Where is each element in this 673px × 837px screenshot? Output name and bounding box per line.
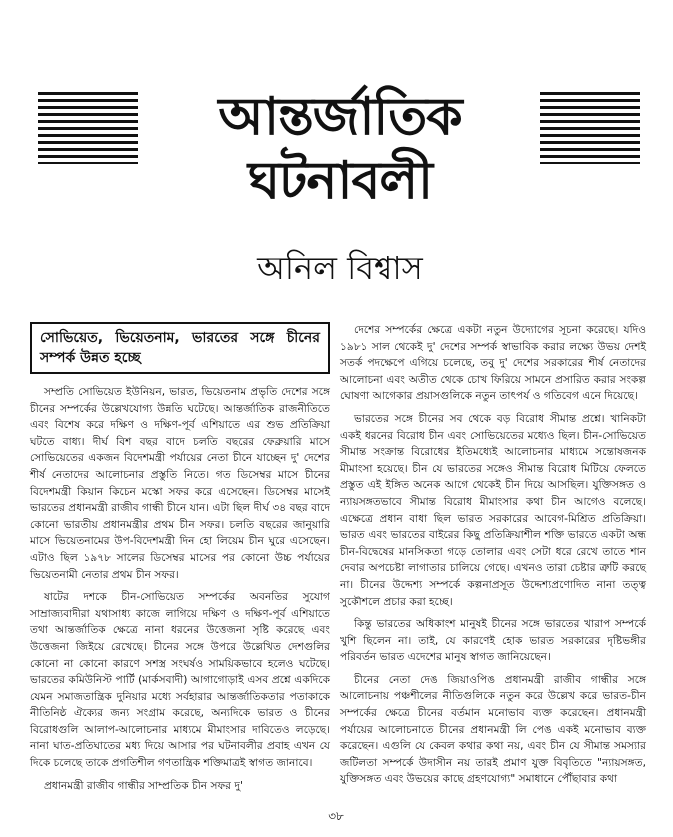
paragraph: দেশের সম্পর্কের ক্ষেত্রে একটা নতুন উদ্যোগের সূচনা করেছে। যদিও ১৯৮১ সাল থেকেই দু' দেশের সম্পর্ক স্বাভাবিক করার লক্ষ্যে উভয় দেশই সতর্ক পদক্ষেপে এগিয়ে চলেছে, তবু দু' দেশের সরকারের শীর্ষ নেতাদের আলোচনা এবং অতীত থেকে চোখ ফিরিয়ে সামনে প্রসারিত করার সংকল্প ঘোষণা আগেকার প্রয়াসগুলিকে নতুন তাৎপর্য ও গতিবেগ এনে দিয়েছে। <box>340 324 646 403</box>
author-name: অনিল বিশ্বাস <box>257 249 423 287</box>
decorative-hatch-right <box>540 92 640 164</box>
article-headline: সোভিয়েত, ভিয়েতনাম, ভারতের সঙ্গে চীনের সম্পর্ক উন্নত হচ্ছে <box>30 322 330 374</box>
page-title <box>150 85 530 213</box>
page-number: ৩৮ <box>328 809 344 823</box>
paragraph: ভারতের সঙ্গে চীনের সব থেকে বড় বিরোধ সীমান্ত প্রশ্নে। খানিকটা একই ধরনের বিরোধ চীন এবং সোভিয়েতের মধ্যেও ছিল। চীন-সোভিয়েত সীমান্ত সংক্রান্ত বিরোধের ইতিমধ্যেই আলোচনার মাধ্যমে সন্তোষজনক মীমাংসা হয়েছে। চীন যে ভারতের সঙ্গেও সীমান্ত বিরোধ মিটিয়ে ফেলতে প্রস্তুত এই ইঙ্গিত অনেক আগে থেকেই চীন দিয়ে আসছিল। যুক্তিসঙ্গত ও ন্যায়সঙ্গতভাবে সীমান্ত বিরোধ মীমাংসার কথা চীন আগেও বলেছে। এক্ষেত্রে প্রধান বাধা ছিল ভারত সরকারের আবেগ-মিশ্রিত প্রতিক্রিয়া। ভারত এবং ভারতের বাইরের কিছু প্রতিক্রিয়াশীল শক্তি ভারতে একটা অন্ধ চীন-বিদ্বেষের মানসিকতা গড়ে তোলার এবং সেটা ধরে রেখে তাতে শান দেবার অপচেষ্টা লাগাতার চালিয়ে গেছে। এখনও তারা চেষ্টার ত্রুটি করছে না। চীনের উদ্দেশ্য সম্পর্কে কল্পনাপ্রসূত উদ্দেশ্যপ্রণোদিত নানা তত্ত্ব সুকৌশলে প্রচার করা হচ্ছে। <box>340 412 646 608</box>
paragraph: প্রধানমন্ত্রী রাজীব গান্ধীর সাম্প্রতিক চীন সফর দু' <box>44 779 243 792</box>
paragraph: সম্প্রতি সোভিয়েত ইউনিয়ন, ভারত, ভিয়েতনাম প্রভৃতি দেশের সঙ্গে চীনের সম্পর্কের উল্লেখযোগ্য উন্নতি ঘটেছে। আন্তর্জাতিক রাজনীতিতে এবং বিশেষ করে দক্ষিণ ও দক্ষিণ-পূর্ব এশিয়াতে এর শুভ প্রতিক্রিয়া ঘটতে বাধ্য। দীর্ঘ বিশ বছর বাদে চলতি বছরের ফেব্রুয়ারি মাসে সোভিয়েতের একজন বিদেশমন্ত্রী পর্যায়ের নেতা চীনে যাচ্ছেন দু' দেশের শীর্ষ নেতাদের আলোচনার প্রস্তুতি নিতে। গত ডিসেম্বর মাসে চীনের বিদেশমন্ত্রী কিয়ান কিচেন মস্কো সফর করে এসেছেন। ডিসেম্বর মাসেই ভারতের প্রধানমন্ত্রী রাজীব গান্ধী চীনে যান। এটা ছিল দীর্ঘ ৩৪ বছর বাদে কোনো ভারতীয় প্রধানমন্ত্রীর প্রথম চীন সফর। চলতি বছরের জানুয়ারি মাসে ভিয়েতনামের উপ-বিদেশমন্ত্রী দিন হো লিয়েম চীন ঘুরে এসেছেন। এটাও ছিল ১৯৭৮ সালের ডিসেম্বর মাসের পর কোনো উচ্চ পর্যায়ের ভিয়েতনামী নেতার প্রথম চীন সফর। <box>30 386 330 581</box>
paragraph: ষাটের দশকে চীন-সোভিয়েত সম্পর্কের অবনতির সুযোগ সাম্রাজ্যবাদীরা যথাসাধ্য কাজে লাগিয়ে দক্ষিণ ও দক্ষিণ-পূর্ব এশিয়াতে তথা আন্তর্জাতিক ক্ষেত্রে নানা ধরনের উত্তেজনা সৃষ্টি করেছে এবং উত্তেজনা জিইয়ে রেখেছে। চীনের সঙ্গে উপরে উল্লেখিত দেশগুলির কোনো না কোনো কারণে সশস্ত্র সংঘর্ষও সাময়িকভাবে হলেও ঘটেছে। ভারতের কমিউনিস্ট পার্টি (মার্কসবাদী) আগাগোড়াই এসব প্রশ্নে একদিকে যেমন সমাজতান্ত্রিক দুনিয়ার মধ্যে সর্বহারার আন্তর্জাতিকতার পতাকাকে নীতিনিষ্ঠ ঐক্যের জন্য সংগ্রাম করেছে, অন্যদিকে ভারত ও চীনের বিরোধগুলি আলাপ-আলোচনার মাধ্যমে মীমাংসার দাবিতেও লড়েছে। নানা ঘাত-প্রতিঘাতের মধ্য দিয়ে আসার পর ঘটনাবলীর প্রবাহ এখন যে দিকে চলেছে তাকে প্রগতিশীল গণতান্ত্রিক শক্তিমাত্রই স্বাগত জানাবে। <box>30 591 330 770</box>
decorative-hatch-left <box>38 92 138 164</box>
title-line-1: আন্তর্জাতিক <box>218 87 462 147</box>
paragraph: কিন্তু ভারতের অধিকাংশ মানুষই চীনের সঙ্গে ভারতের খারাপ সম্পর্কে খুশি ছিলেন না। তাই, যে কারণেই হোক ভারত সরকারের দৃষ্টিভঙ্গীর পরিবর্তন ভারত এদেশের মানুষ স্বাগত জানিয়েছেন। <box>340 618 646 664</box>
left-column <box>30 322 330 800</box>
paragraph: চীনের নেতা দেঙ জিয়াওপিঙ প্রধানমন্ত্রী রাজীব গান্ধীর সঙ্গে আলোচনায় পঞ্চশীলের নীতিগুলিকে নতুন করে উল্লেখ করে ভারত-চীন সম্পর্কের ক্ষেত্রে চীনের বর্তমান মনোভাব ব্যক্ত করেছেন। প্রধানমন্ত্রী পর্যায়ের আলোচনাতে চীনের প্রধানমন্ত্রী লি পেঙ একই মনোভাব ব্যক্ত করেছেন। এগুলি যে কেবল কথার কথা নয়, এবং চীন যে সীমান্ত সমস্যার জটিলতা সম্পর্কে উদাসীন নয় তারই প্রমাণ যুক্ত বিবৃতিতে "ন্যায়সঙ্গত, যুক্তিসঙ্গত এবং উভয়ের কাছে গ্রহণযোগ্য" সমাধানে পৌঁছাবার কথা <box>340 673 646 786</box>
right-column <box>340 322 646 794</box>
title-line-2: ঘটনাবলী <box>247 151 433 211</box>
